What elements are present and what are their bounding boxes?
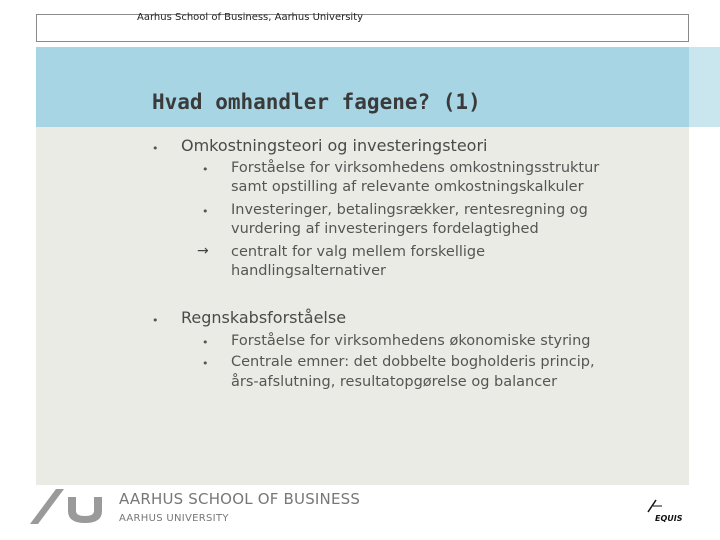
header-institution: Aarhus School of Business, Aarhus University xyxy=(137,12,364,23)
sub-bullet-1-1-line2: samt opstilling af relevante omkostningskalkuler xyxy=(231,179,584,195)
bullet-dot: • xyxy=(202,336,209,349)
title-band xyxy=(36,47,689,127)
bullet-dot: • xyxy=(202,357,209,370)
sub-bullet-1-2-line2: vurdering af investeringers fordelagtighed xyxy=(231,221,539,237)
bullet-dot: • xyxy=(152,142,159,155)
slide-title: Hvad omhandler fagene? (1) xyxy=(152,90,481,114)
sub-bullet-2-2-line2: års-afslutning, resultatopgørelse og balancer xyxy=(231,374,558,390)
bullet-1-text: Omkostningsteori og investeringsteori xyxy=(181,136,488,155)
bullet-dot: • xyxy=(152,314,159,327)
sub-bullet-2-1-line1: Forståelse for virksomhedens økonomiske styring xyxy=(231,333,591,349)
sub-bullet-1-2-line1: Investeringer, betalingsrækker, rentesregning og xyxy=(231,202,588,218)
sub-bullet-2-2-line1: Centrale emner: det dobbelte bogholderis princip, xyxy=(231,354,595,370)
footer-school-name: AARHUS SCHOOL OF BUSINESS xyxy=(119,490,361,508)
arrow-right-icon: → xyxy=(197,243,209,259)
equis-label: EQUIS xyxy=(655,514,683,523)
bullet-dot: • xyxy=(202,205,209,218)
title-band-right xyxy=(689,47,720,127)
arrow-note-line1: centralt for valg mellem forskellige xyxy=(231,244,486,260)
sub-bullet-1-1-line1: Forståelse for virksomhedens omkostningsstruktur xyxy=(231,160,600,176)
aarhus-logo-icon xyxy=(30,487,106,531)
bullet-2-text: Regnskabsforståelse xyxy=(181,308,347,327)
footer-university-name: AARHUS UNIVERSITY xyxy=(119,513,229,524)
bullet-dot: • xyxy=(202,163,209,176)
arrow-note-line2: handlingsalternativer xyxy=(231,263,386,279)
